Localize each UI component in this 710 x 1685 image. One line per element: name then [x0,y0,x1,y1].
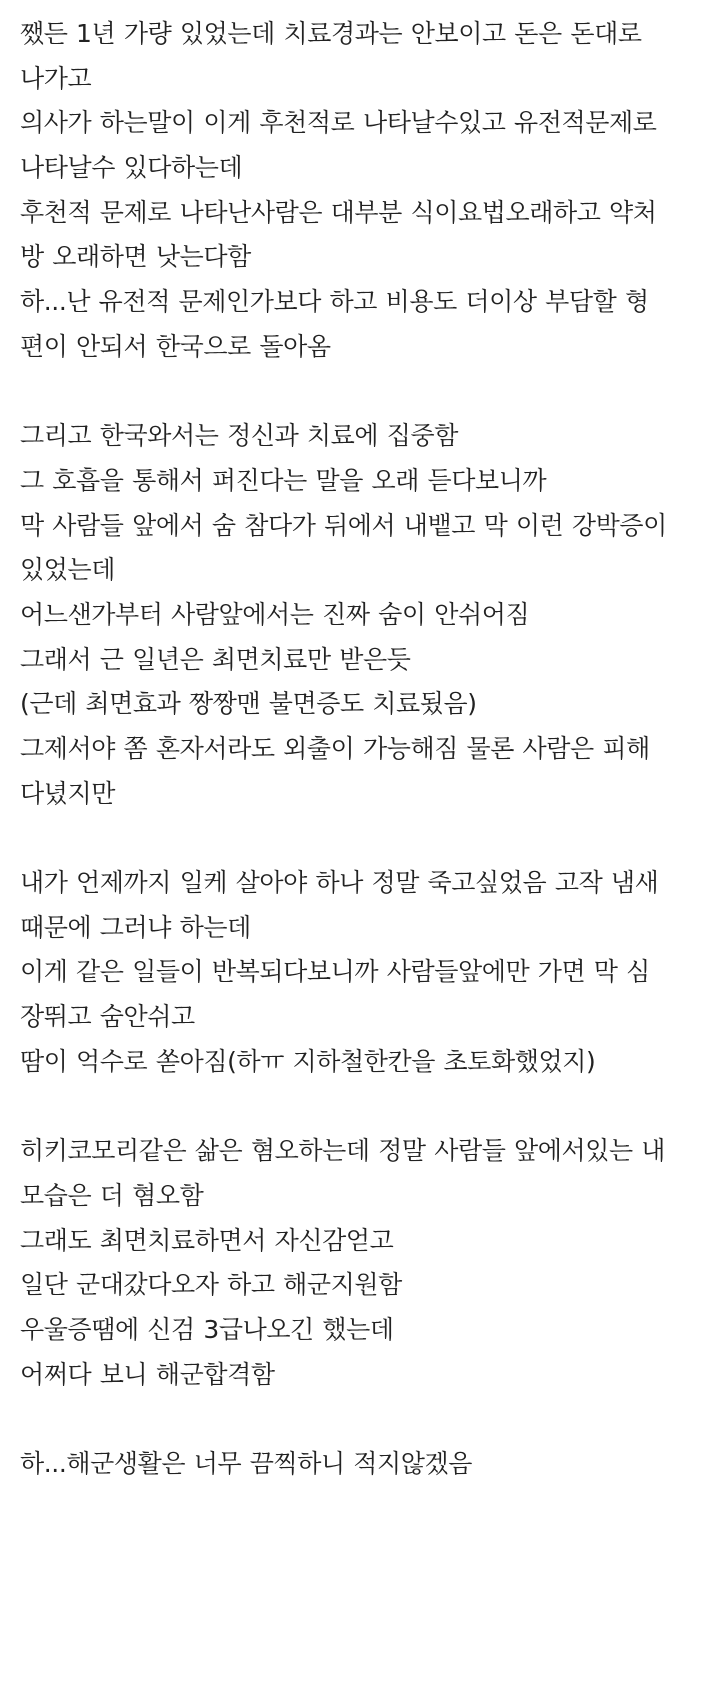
text-line: 의사가 하는말이 이게 후천적로 나타날수있고 유전적문제로 [20,108,657,138]
paragraph-break [20,1397,700,1442]
text-line: 그래도 최면치료하면서 자신감얻고 [20,1225,394,1255]
paragraph-break [20,370,700,415]
text-line: 다녔지만 [20,778,116,808]
text-line: 그리고 한국와서는 정신과 치료에 집중함 [20,421,458,451]
text-line: 나타날수 있다하는데 [20,153,243,183]
text-line: 있었는데 [20,555,116,585]
text-line: 방 오래하면 낫는다함 [20,242,251,272]
text-line: 후천적 문제로 나타난사람은 대부분 식이요법오래하고 약처 [20,197,657,227]
post-body [20,12,700,1487]
text-line: 우울증땜에 신검 3급나오긴 했는데 [20,1314,394,1344]
text-line: 땀이 억수로 쏟아짐(하ㅠ 지하철한칸을 초토화했었지) [20,1046,596,1076]
text-line: 때문에 그러냐 하는데 [20,912,251,942]
text-line: 하...해군생활은 너무 끔찍하니 적지않겠음 [20,1449,473,1478]
text-line: 하...난 유전적 문제인가보다 하고 비용도 더이상 부담할 형 [20,287,649,317]
text-line: 장뛰고 숨안쉬고 [20,1002,195,1032]
text-line: (근데 최면효과 짱짱맨 불면증도 치료됬음) [20,689,477,719]
paragraph-break [20,1085,700,1130]
text-line: 편이 안되서 한국으로 돌아옴 [20,331,331,361]
text-line: 막 사람들 앞에서 숨 참다가 뒤에서 내뱉고 막 이런 강박증이 [20,510,667,540]
text-line: 내가 언제까지 일케 살아야 하나 정말 죽고싶었음 고작 냄새 [20,868,659,898]
text-line: 이게 같은 일들이 반복되다보니까 사람들앞에만 가면 막 심 [20,957,650,987]
text-line: 그래서 근 일년은 최면치료만 받은듯 [20,644,411,674]
text-line: 모습은 더 혐오함 [20,1180,204,1210]
text-line: 일단 군대갔다오자 하고 해군지원함 [20,1270,402,1300]
text-line: 어쩌다 보니 해군합격함 [20,1359,275,1389]
text-line: 그 호흡을 통해서 퍼진다는 말을 오래 듣다보니까 [20,465,547,495]
text-line: 쨌든 1년 가량 있었는데 치료경과는 안보이고 돈은 돈대로 [20,19,642,48]
text-line: 히키코모리같은 삶은 혐오하는데 정말 사람들 앞에서있는 내 [20,1136,666,1166]
text-line: 어느샌가부터 사람앞에서는 진짜 숨이 안쉬어짐 [20,599,530,629]
text-line: 그제서야 쫌 혼자서라도 외출이 가능해짐 물론 사람은 피해 [20,734,650,763]
text-line: 나가고 [20,63,92,93]
paragraph-break [20,816,700,861]
